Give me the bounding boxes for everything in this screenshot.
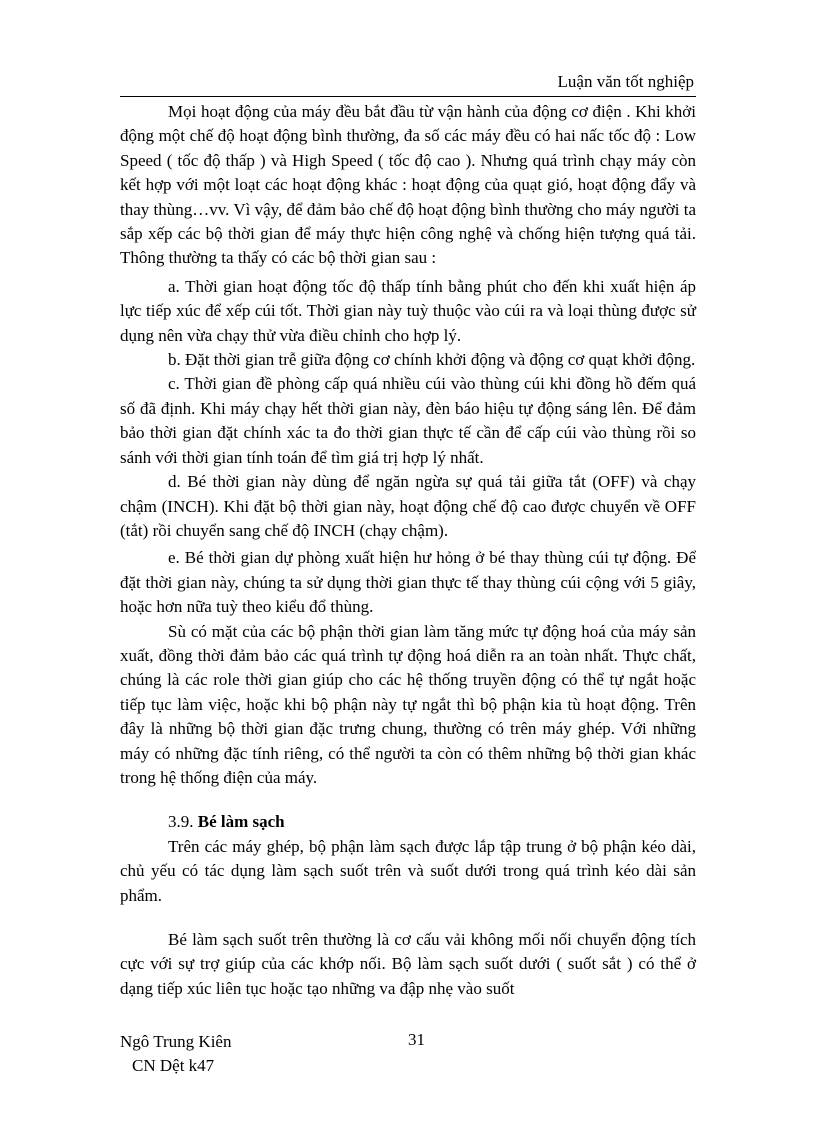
section-number: 3.9. — [168, 812, 194, 832]
section-heading — [120, 810, 696, 834]
body-text — [120, 100, 696, 1001]
paragraph-item-c: c. Thời gian đề phòng cấp quá nhiều cúi vào thùng cúi khi đồng hồ đếm quá số đã định. Khi máy chạy hết thời gian này, đèn báo hiệu tự động sáng lên. Để đảm bảo thời gian đặt chính xác ta đo thời gian thực tế cần để cấp cúi vào thùng rồi so sánh với thời gian tính toán để tìm giá trị hợp lý nhất. — [120, 374, 696, 467]
page-number: 31 — [408, 1030, 425, 1049]
header-divider — [120, 96, 696, 97]
footer-author-block — [120, 1030, 231, 1078]
paragraph-intro: Mọi hoạt động của máy đều bắt đầu từ vận hành của động cơ điện . Khi khởi động một chế độ hoạt động bình thường, đa số các máy đều có hai nấc tốc độ : Low Speed ( tốc độ thấp ) và High Speed ( tốc độ cao ). Nhưng quá trình chạy máy còn kết hợp với một loạt các hoạt động khác : hoạt động của quạt gió, hoạt động đẩy và thay thùng…vv. Vì vậy, để đảm bảo chế độ hoạt động bình thường cho máy người ta sắp xếp các bộ thời gian để máy thực hiện công nghệ và chống hiện tượng quá tải. Thông thường ta thấy có các bộ thời gian sau : — [120, 102, 696, 268]
section-paragraph-1: Trên các máy ghép, bộ phận làm sạch được lắp tập trung ở bộ phận kéo dài, chủ yếu có tác dụng làm sạch suốt trên và suốt dưới trong quá trình kéo dài sản phẩm. — [120, 836, 696, 905]
footer-class: CN Dệt k47 — [132, 1056, 215, 1075]
running-header-title: Luận văn tốt nghiệp — [557, 72, 694, 91]
paragraph-item-a: a. Thời gian hoạt động tốc độ thấp tính bằng phút cho đến khi xuất hiện áp lực tiếp xúc để xếp cúi tốt. Thời gian này tuỳ thuộc vào cúi ra và loại thùng được sử dụng nên vừa chạy thử vừa điều chỉnh cho hợp lý. — [120, 276, 696, 345]
paragraph-summary: Sù có mặt của các bộ phận thời gian làm tăng mức tự động hoá của máy sản xuất, đồng thời đảm bảo các quá trình tự động hoá diễn ra an toàn nhất. Thực chất, chúng là các role thời gian giúp cho các hệ thống truyền động có thể tự ngắt hoặc tiếp tục làm việc, hoặc khi bộ phận này tự ngắt thì bộ phận kia tù hoạt động. Trên đây là những bộ thời gian đặc trưng chung, thường có trên máy ghép. Với những máy có những đặc tính riêng, có thể người ta còn có thêm những bộ thời gian khác trong hệ thống điện của máy. — [120, 621, 696, 787]
paragraph-item-e: e. Bé thời gian dự phòng xuất hiện hư hỏng ở bé thay thùng cúi tự động. Để đặt thời gian này, chúng ta sử dụng thời gian thực tế thay thùng cúi cộng với 5 giây, hoặc hơn nữa tuỳ theo kiểu đổ thùng. — [120, 548, 696, 617]
paragraph-item-d: d. Bé thời gian này dùng để ngăn ngừa sự quá tải giữa tắt (OFF) và chạy chậm (INCH). Khi đặt bộ thời gian này, hoạt động chế độ cao được chuyển về OFF (tắt) rồi chuyển sang chế độ INCH (chạy chậm). — [120, 472, 696, 540]
section-title: Bé làm sạch — [197, 812, 285, 832]
paragraph-item-b: b. Đặt thời gian trễ giữa động cơ chính khởi động và động cơ quạt khởi động. — [168, 350, 696, 370]
section-paragraph-2: Bé làm sạch suốt trên thường là cơ cấu vải không mối nối chuyển động tích cực với sự trợ giúp của các khớp nối. Bộ làm sạch suốt dưới ( suốt sắt ) có thể ở dạng tiếp xúc liên tục hoặc tạo những va đập nhẹ vào suốt — [120, 930, 696, 998]
footer-author: Ngô Trung Kiên — [120, 1032, 232, 1051]
